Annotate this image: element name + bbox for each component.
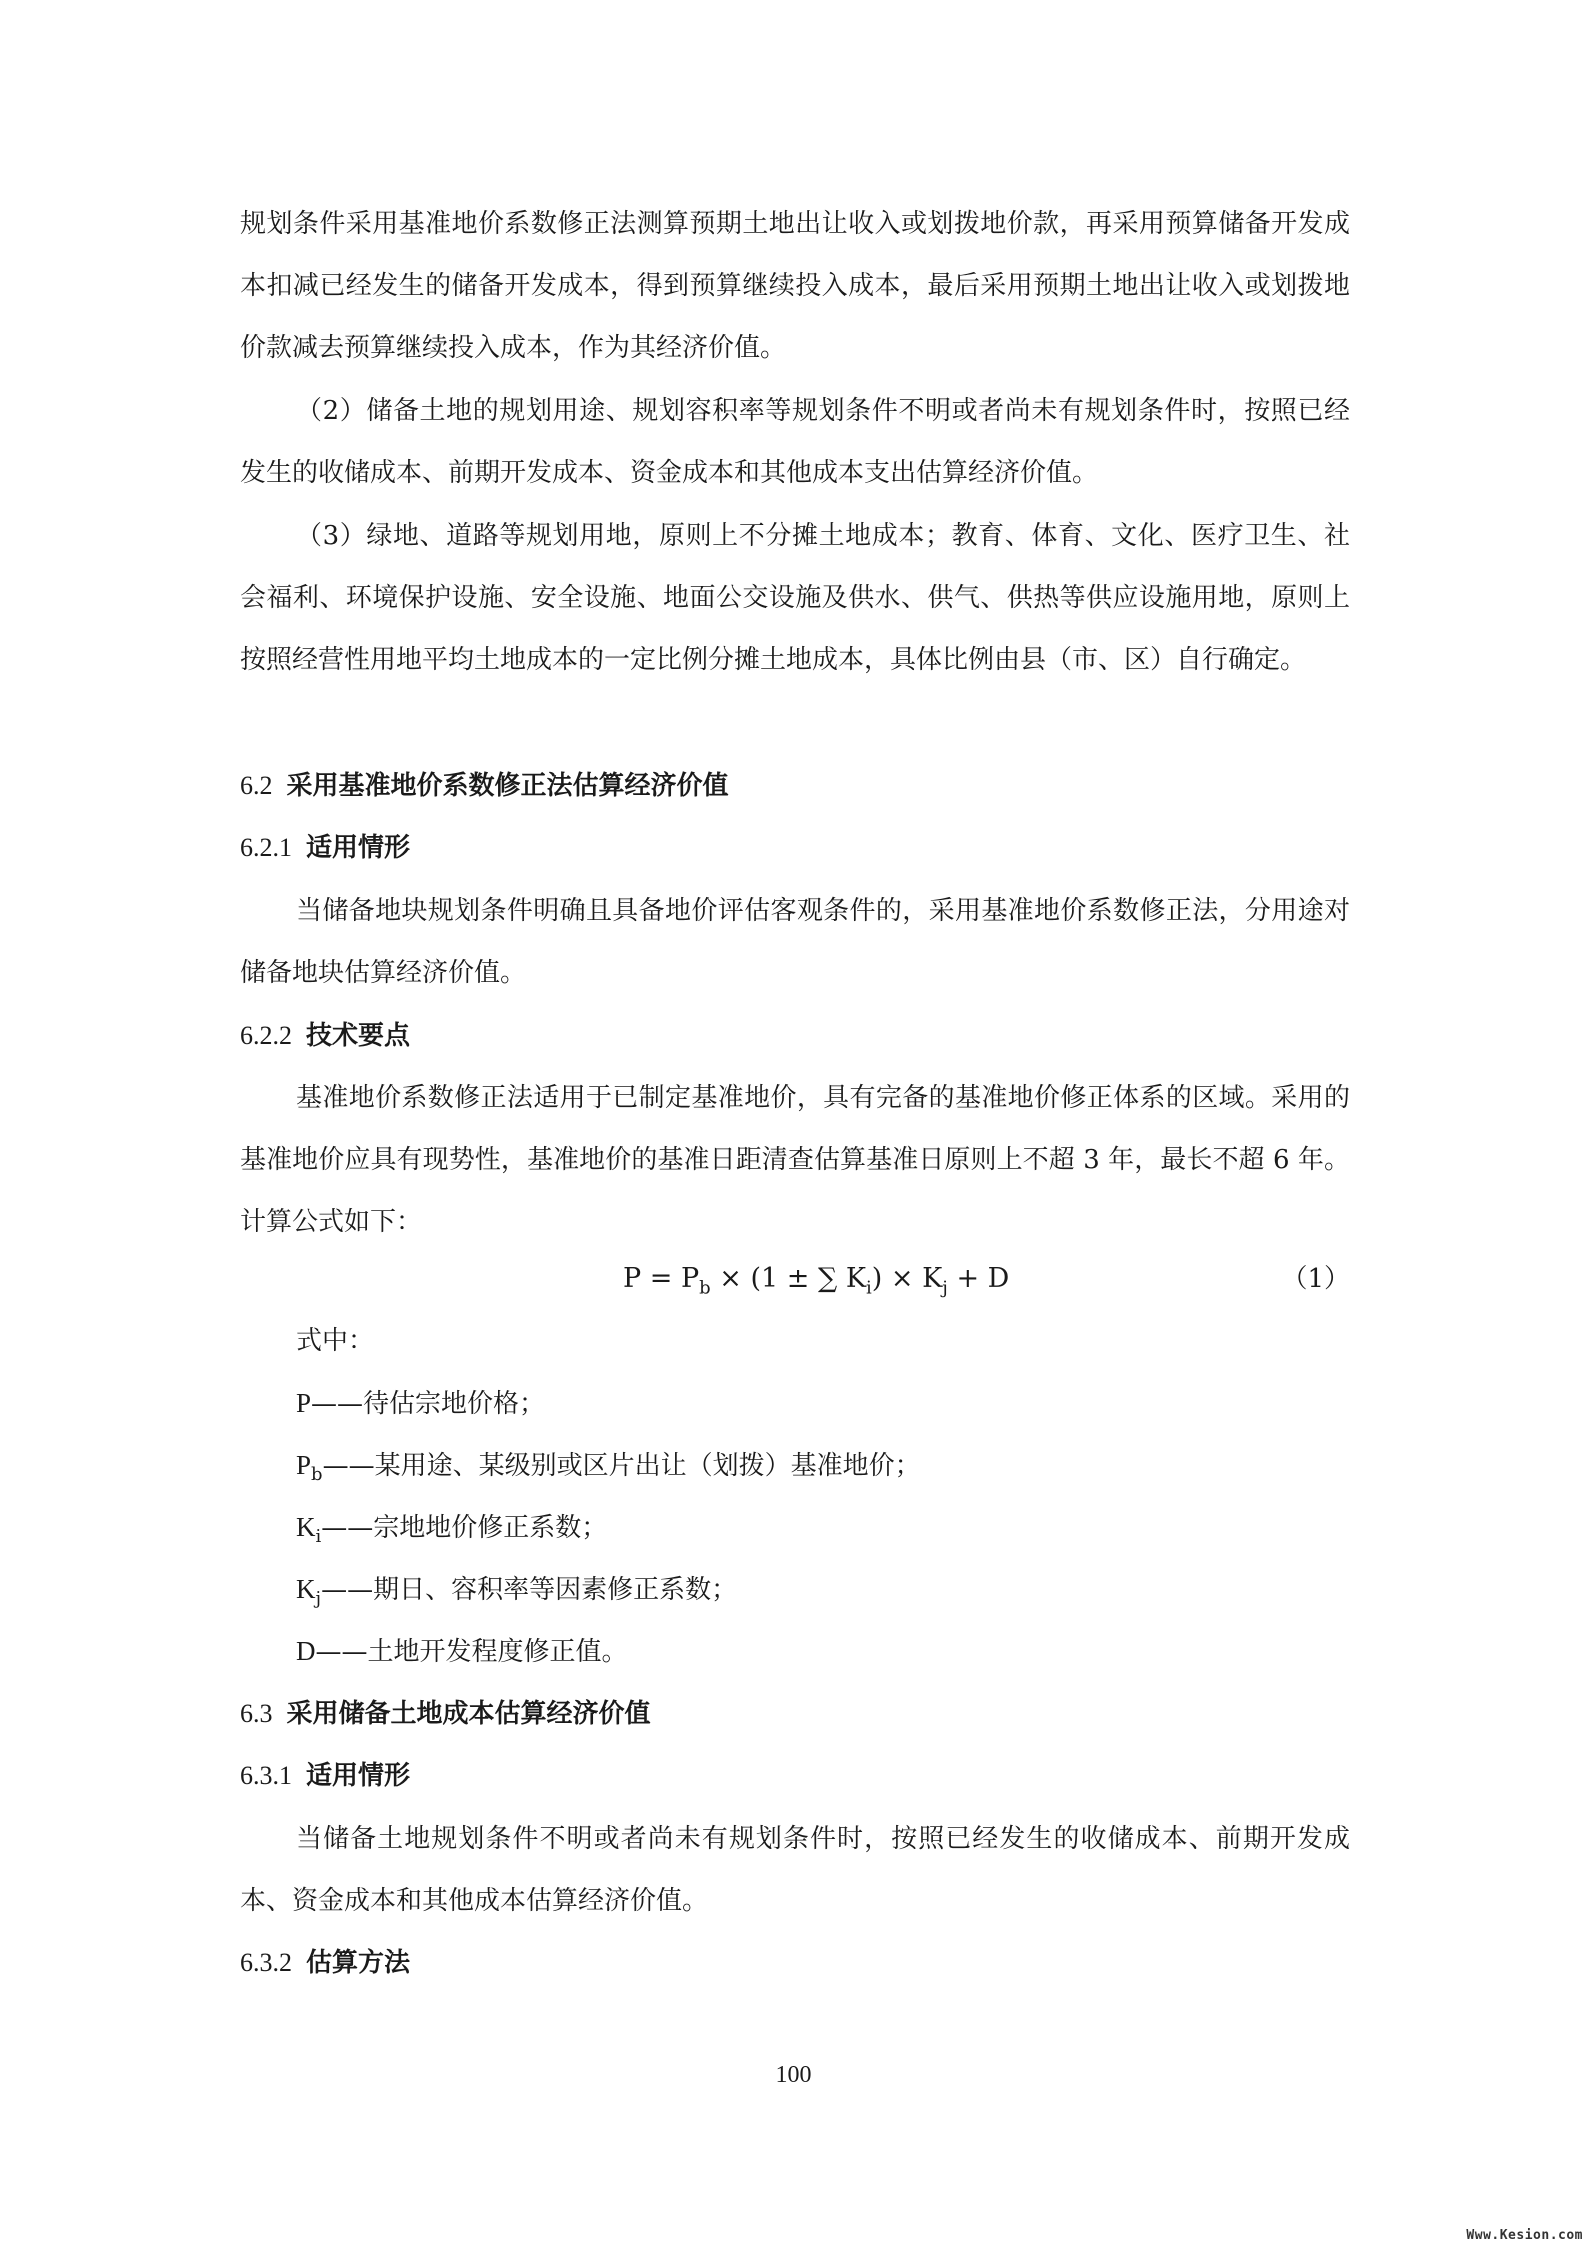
paragraph-item-2: （2）储备土地的规划用途、规划容积率等规划条件不明或者尚未有规划条件时，按照已经发生的收储成本、前期开发成本、资金成本和其他成本支出估算经济价值。 <box>240 396 1350 488</box>
section-title: 适用情形 <box>306 833 411 863</box>
paragraph-item-3: （3）绿地、道路等规划用地，原则上不分摊土地成本；教育、体育、文化、医疗卫生、社会福利、环境保护设施、安全设施、地面公交设施及供水、供气、供热等供应设施用地，原则上按照经营性用地平均土地成本的一定比例分摊土地成本，具体比例由县（市、区）自行确定。 <box>240 521 1350 675</box>
definition-d: D——土地开发程度修正值。 <box>296 1636 628 1667</box>
paragraph-applicability: 当储备地块规划条件明确且具备地价评估客观条件的，采用基准地价系数修正法，分用途对储备地块估算经济价值。 <box>240 896 1350 988</box>
section-heading-6-3 <box>240 1683 651 1745</box>
section-number: 6.2 <box>240 771 273 800</box>
definition-p: P——待估宗地价格； <box>296 1388 546 1419</box>
section-heading-6-3-1 <box>240 1745 410 1807</box>
definition-kj: $K_j——$期日、容积率等因素修正系数； <box>296 1574 738 1610</box>
section-heading-6-2-1 <box>240 817 410 879</box>
section-title: 估算方法 <box>306 1948 411 1978</box>
section-title: 采用基准地价系数修正法估算经济价值 <box>286 771 729 801</box>
section-title: 技术要点 <box>306 1021 411 1051</box>
paragraph-technical-points: 基准地价系数修正法适用于已制定基准地价，具有完备的基准地价修正体系的区域。采用的基准地价应具有现势性，基准地价的基准日距清查估算基准日原则上不超 3 年，最长不超 6 年。计算公式如下： <box>240 1083 1350 1237</box>
paragraph-cost-applicability: 当储备土地规划条件不明或者尚未有规划条件时，按照已经发生的收储成本、前期开发成本、资金成本和其他成本估算经济价值。 <box>240 1824 1350 1916</box>
section-number: 6.3.2 <box>240 1948 292 1977</box>
formula-line <box>240 1248 1350 1310</box>
section-number: 6.3.1 <box>240 1761 292 1790</box>
section-number: 6.3 <box>240 1699 273 1728</box>
equation-number: （1） <box>1281 1264 1350 1294</box>
watermark: Www.Kesion.com <box>1466 2228 1583 2243</box>
section-title: 适用情形 <box>306 1761 411 1791</box>
section-number: 6.2.2 <box>240 1021 292 1050</box>
definitions-intro: 式中： <box>296 1326 375 1356</box>
definition-pb: $P_b——$某用途、某级别或区片出让（划拨）基准地价； <box>296 1450 921 1486</box>
section-heading-6-2 <box>240 755 729 817</box>
section-title: 采用储备土地成本估算经济价值 <box>286 1699 651 1729</box>
section-heading-6-2-2 <box>240 1005 410 1067</box>
formula: $P = P_b \times (1$ ± ∑ $K_i) \times K_j + D$ <box>623 1263 1010 1299</box>
page-number: 100 <box>775 2062 812 2088</box>
paragraph-continuation: 规划条件采用基准地价系数修正法测算预期土地出让收入或划拨地价款，再采用预算储备开发成本扣减已经发生的储备开发成本，得到预算继续投入成本，最后采用预期土地出让收入或划拨地价款减去预算继续投入成本，作为其经济价值。 <box>240 209 1350 363</box>
definition-ki: $K_i——$宗地地价修正系数； <box>296 1512 608 1548</box>
section-number: 6.2.1 <box>240 833 292 862</box>
section-heading-6-3-2 <box>240 1932 410 1994</box>
